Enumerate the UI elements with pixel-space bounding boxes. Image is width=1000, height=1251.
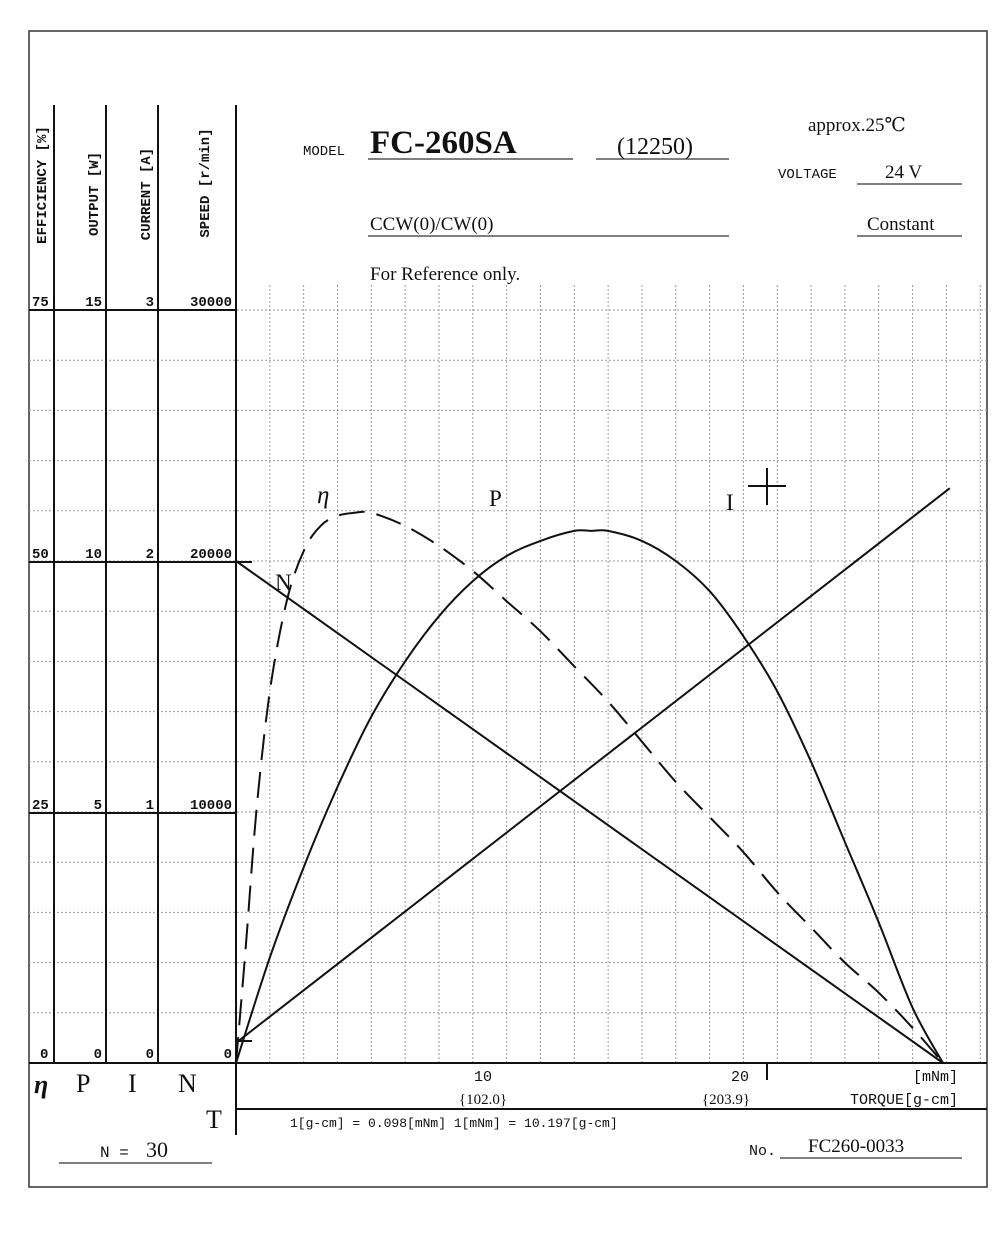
curve-label-eta: η [317,482,330,509]
model-label: MODEL [303,144,346,160]
operating-mode: Constant [867,214,935,235]
torque-tick-20-gcm: {203.9} [701,1092,751,1108]
speed-tick-label: 30000 [189,295,232,311]
n-label: N = [100,1144,129,1162]
efficiency-tick-label: 0 [40,1047,49,1063]
current-tick-label: 0 [145,1047,154,1063]
current-axis-title: CURRENT [A] [139,147,155,241]
current-tick-label: 3 [145,295,154,311]
legend-n: N [178,1069,197,1098]
rotation-direction: CCW(0)/CW(0) [370,214,494,235]
speed-axis-title: SPEED [r/min] [198,128,214,238]
output-tick-label: 15 [85,295,102,311]
doc-number-label: No. [749,1143,777,1160]
voltage-value: 24 V [885,162,923,183]
sheet-border [29,31,987,1187]
efficiency-axis-title: EFFICIENCY [%] [35,126,51,244]
curve-label-n: N [275,570,292,595]
torque-tick-10: 10 [473,1069,493,1086]
curve-label-i: I [726,490,734,515]
torque-tick-10-gcm: {102.0} [458,1092,508,1108]
efficiency-tick-label: 75 [32,295,49,311]
current-tick-label: 1 [145,798,154,814]
efficiency-tick-label: 25 [32,798,49,814]
reference-note: For Reference only. [370,264,521,285]
output-tick-label: 10 [85,547,102,563]
efficiency-tick-label: 50 [32,547,49,563]
speed-tick-label: 20000 [189,547,232,563]
output-tick-label: 5 [93,798,102,814]
legend-t: T [206,1105,222,1134]
output-axis-title: OUTPUT [W] [87,151,103,237]
doc-number: FC260-0033 [808,1136,905,1157]
legend-eta: η [34,1070,49,1099]
output-tick-label: 0 [93,1047,102,1063]
legend-i: I [128,1069,137,1098]
speed-tick-label: 0 [223,1047,232,1063]
curve-label-p: P [489,486,502,511]
unit-conversion-note: 1[g-cm] = 0.098[mNm] 1[mNm] = 10.197[g-cm] [290,1116,618,1131]
speed-tick-label: 10000 [189,798,232,814]
current-tick-label: 2 [145,547,154,563]
model-name: FC-260SA [370,125,517,161]
torque-unit-mnm: [mNm] [912,1069,958,1086]
n-value: 30 [146,1137,168,1162]
torque-tick-20: 20 [730,1069,750,1086]
temperature-note: approx.25℃ [808,115,906,136]
legend-p: P [76,1069,91,1098]
model-code: (12250) [617,134,693,160]
torque-axis-title: TORQUE[g-cm] [849,1092,958,1109]
voltage-label: VOLTAGE [778,167,837,183]
